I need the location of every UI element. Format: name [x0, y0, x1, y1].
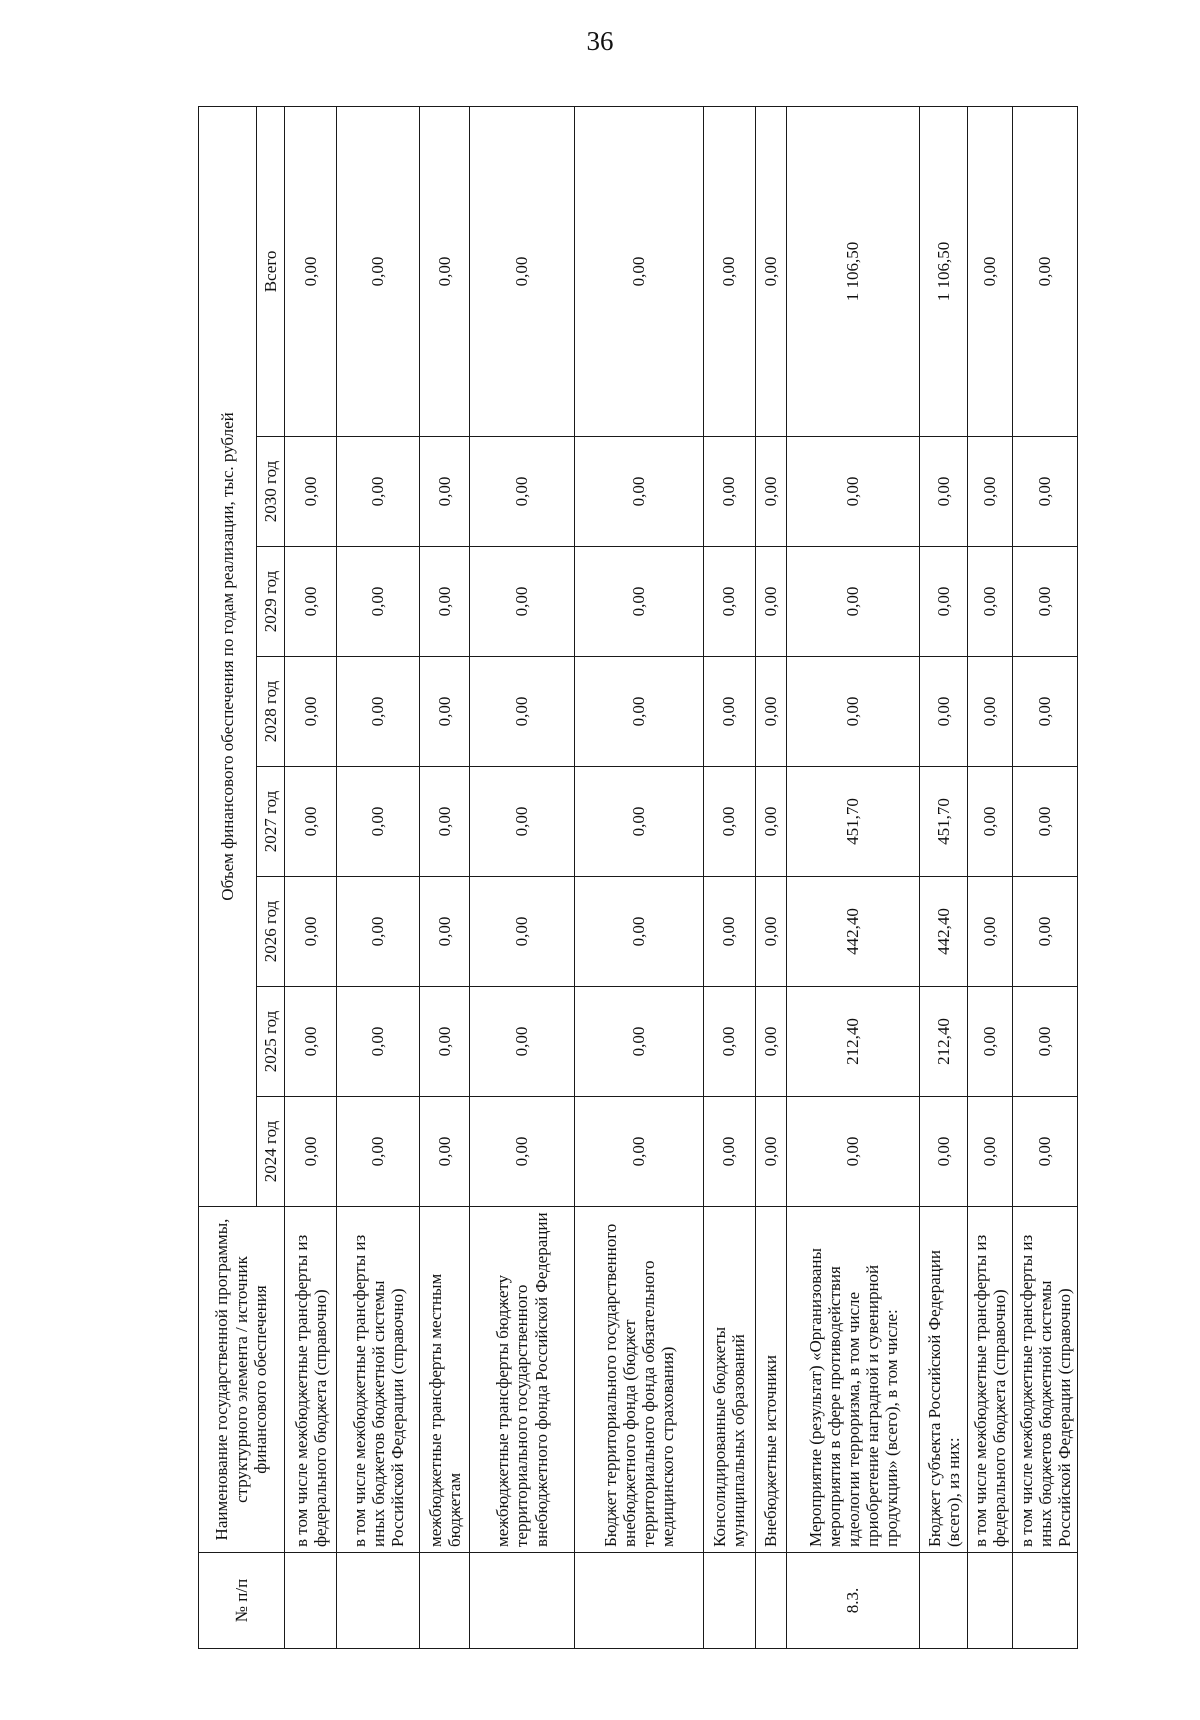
row-name: в том числе межбюджетные трансферты из иных бюджетов бюджетной системы Российской Федерации (справочно) — [337, 1207, 420, 1553]
row-total: 0,00 — [1013, 106, 1078, 436]
row-name: в том числе межбюджетные трансферты из федерального бюджета (справочно) — [285, 1207, 337, 1553]
row-value: 0,00 — [703, 767, 755, 877]
row-value: 0,00 — [787, 1097, 920, 1207]
header-year: 2028 год — [257, 657, 285, 767]
row-value: 0,00 — [337, 767, 420, 877]
row-value: 0,00 — [420, 657, 470, 767]
page-number: 36 — [586, 26, 614, 56]
row-value: 212,40 — [787, 987, 920, 1097]
row-number — [1013, 1553, 1078, 1649]
header-year: 2027 год — [257, 767, 285, 877]
row-value: 0,00 — [470, 1097, 574, 1207]
row-value: 0,00 — [1013, 767, 1078, 877]
row-value: 0,00 — [968, 437, 1013, 547]
table-row — [920, 106, 968, 1648]
row-value: 0,00 — [755, 877, 786, 987]
row-value: 0,00 — [703, 987, 755, 1097]
row-value: 0,00 — [285, 547, 337, 657]
row-value: 0,00 — [703, 1097, 755, 1207]
row-value: 0,00 — [574, 767, 703, 877]
row-value: 0,00 — [574, 657, 703, 767]
row-number — [755, 1553, 786, 1649]
row-value: 0,00 — [1013, 547, 1078, 657]
row-value: 0,00 — [920, 547, 968, 657]
row-name: в том числе межбюджетные трансферты из иных бюджетов бюджетной системы Российской Федерации (справочно) — [1013, 1207, 1078, 1553]
row-value: 0,00 — [755, 437, 786, 547]
row-name: Мероприятие (результат) «Организованы мероприятия в сфере противодействия идеологии терроризма, в том числе приобретение наградной и сувенирной продукции» (всего), в том числе: — [787, 1207, 920, 1553]
row-value: 442,40 — [920, 877, 968, 987]
row-value: 212,40 — [920, 987, 968, 1097]
row-number — [420, 1553, 470, 1649]
row-number — [285, 1553, 337, 1649]
table-row — [1013, 106, 1078, 1648]
row-value: 0,00 — [420, 987, 470, 1097]
header-year: 2026 год — [257, 877, 285, 987]
table-row — [787, 106, 920, 1648]
row-value: 0,00 — [285, 877, 337, 987]
row-value: 0,00 — [968, 987, 1013, 1097]
row-value: 0,00 — [285, 767, 337, 877]
row-value: 0,00 — [470, 767, 574, 877]
row-number — [337, 1553, 420, 1649]
row-value: 0,00 — [574, 987, 703, 1097]
header-group: Объем финансового обеспечения по годам реализации, тыс. рублей — [199, 106, 257, 1206]
header-year: 2030 год — [257, 437, 285, 547]
row-value: 0,00 — [1013, 1097, 1078, 1207]
row-value: 0,00 — [968, 657, 1013, 767]
row-value: 0,00 — [703, 877, 755, 987]
row-value: 0,00 — [337, 877, 420, 987]
row-number — [703, 1553, 755, 1649]
row-value: 0,00 — [574, 547, 703, 657]
row-number: 8.3. — [787, 1553, 920, 1649]
row-value: 0,00 — [968, 877, 1013, 987]
row-value: 0,00 — [968, 1097, 1013, 1207]
row-value: 0,00 — [337, 1097, 420, 1207]
row-value: 0,00 — [968, 767, 1013, 877]
header-total: Всего — [257, 106, 285, 436]
row-value: 0,00 — [787, 547, 920, 657]
budget-table — [198, 106, 1078, 1649]
row-total: 0,00 — [470, 106, 574, 436]
row-value: 0,00 — [755, 767, 786, 877]
row-value: 0,00 — [1013, 437, 1078, 547]
row-value: 0,00 — [337, 657, 420, 767]
row-total: 0,00 — [420, 106, 470, 436]
row-total: 0,00 — [337, 106, 420, 436]
row-value: 0,00 — [787, 657, 920, 767]
row-name: Бюджет территориального государственного внебюджетного фонда (бюджет территориального фонда обязательного медицинского страхования) — [574, 1207, 703, 1553]
row-value: 451,70 — [920, 767, 968, 877]
row-value: 0,00 — [703, 657, 755, 767]
row-total: 0,00 — [755, 106, 786, 436]
row-number — [574, 1553, 703, 1649]
row-total: 0,00 — [703, 106, 755, 436]
header-year: 2025 год — [257, 987, 285, 1097]
row-name: Внебюджетные источники — [755, 1207, 786, 1553]
table-row — [337, 106, 420, 1648]
row-value: 0,00 — [470, 547, 574, 657]
row-value: 0,00 — [755, 547, 786, 657]
row-value: 0,00 — [703, 547, 755, 657]
row-value: 0,00 — [755, 1097, 786, 1207]
row-value: 0,00 — [285, 987, 337, 1097]
row-value: 0,00 — [1013, 657, 1078, 767]
row-number — [920, 1553, 968, 1649]
row-value: 0,00 — [755, 657, 786, 767]
table-row — [420, 106, 470, 1648]
row-number — [968, 1553, 1013, 1649]
table-row — [285, 106, 337, 1648]
row-value: 0,00 — [1013, 877, 1078, 987]
row-value: 0,00 — [470, 987, 574, 1097]
row-total: 0,00 — [968, 106, 1013, 436]
row-value: 0,00 — [337, 987, 420, 1097]
table-row — [755, 106, 786, 1648]
row-value: 0,00 — [1013, 987, 1078, 1097]
row-value: 0,00 — [470, 657, 574, 767]
row-number — [470, 1553, 574, 1649]
header-year: 2029 год — [257, 547, 285, 657]
table-row — [470, 106, 574, 1648]
row-value: 0,00 — [470, 437, 574, 547]
row-value: 0,00 — [420, 767, 470, 877]
row-total: 0,00 — [285, 106, 337, 436]
header-name: Наименование государственной программы, структурного элемента / источник финансового обеспечения — [199, 1207, 285, 1553]
row-value: 0,00 — [920, 657, 968, 767]
row-value: 451,70 — [787, 767, 920, 877]
row-value: 0,00 — [470, 877, 574, 987]
row-value: 0,00 — [420, 437, 470, 547]
row-value: 0,00 — [285, 657, 337, 767]
table-row — [574, 106, 703, 1648]
row-value: 0,00 — [337, 547, 420, 657]
row-name: в том числе межбюджетные трансферты из федерального бюджета (справочно) — [968, 1207, 1013, 1553]
row-value: 0,00 — [337, 437, 420, 547]
row-total: 0,00 — [574, 106, 703, 436]
row-total: 1 106,50 — [920, 106, 968, 436]
row-value: 0,00 — [285, 1097, 337, 1207]
header-year: 2024 год — [257, 1097, 285, 1207]
row-value: 0,00 — [574, 877, 703, 987]
row-value: 0,00 — [420, 547, 470, 657]
row-value: 0,00 — [285, 437, 337, 547]
row-name: межбюджетные трансферты бюджету территориального государственного внебюджетного фонда Российской Федерации — [470, 1207, 574, 1553]
row-value: 0,00 — [574, 1097, 703, 1207]
row-value: 0,00 — [755, 987, 786, 1097]
rotated-table-wrapper — [198, 107, 1078, 1649]
row-value: 0,00 — [574, 437, 703, 547]
row-name: Бюджет субъекта Российской Федерации (всего), из них: — [920, 1207, 968, 1553]
table-row — [703, 106, 755, 1648]
row-name: Консолидированные бюджеты муниципальных образований — [703, 1207, 755, 1553]
row-total: 1 106,50 — [787, 106, 920, 436]
row-value: 0,00 — [920, 437, 968, 547]
row-value: 0,00 — [920, 1097, 968, 1207]
row-value: 442,40 — [787, 877, 920, 987]
table-row — [968, 106, 1013, 1648]
row-value: 0,00 — [703, 437, 755, 547]
row-value: 0,00 — [787, 437, 920, 547]
row-value: 0,00 — [420, 877, 470, 987]
row-value: 0,00 — [968, 547, 1013, 657]
row-value: 0,00 — [420, 1097, 470, 1207]
row-name: межбюджетные трансферты местным бюджетам — [420, 1207, 470, 1553]
header-no: № п/п — [199, 1553, 285, 1649]
